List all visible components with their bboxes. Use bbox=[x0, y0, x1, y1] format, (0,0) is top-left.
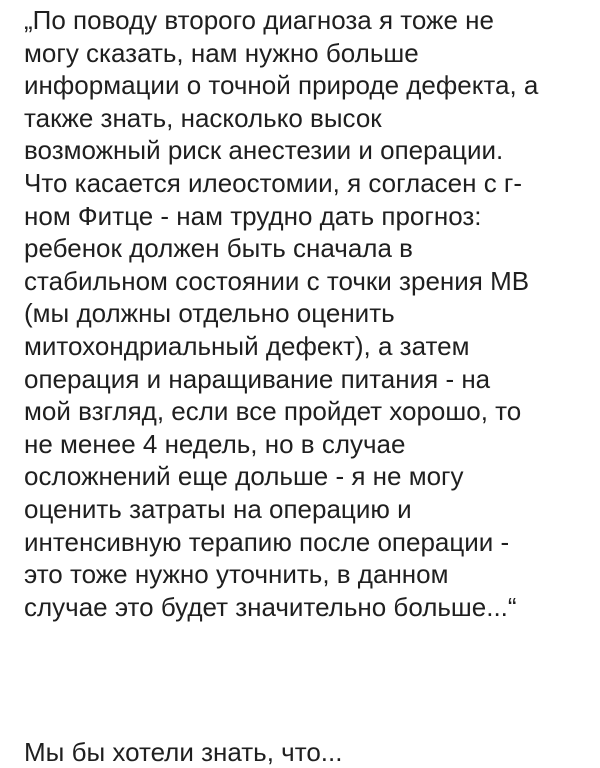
partial-next-line: Мы бы хотели знать, что... bbox=[24, 737, 343, 767]
message-line: ном Фитце - нам трудно дать прогноз: bbox=[24, 200, 482, 231]
message-line: „По поводу второго диагноза я тоже не bbox=[24, 5, 494, 35]
message-line: стабильном состоянии с точки зрения МВ bbox=[24, 265, 530, 296]
message-line: возможный риск анестезии и операции. bbox=[24, 135, 504, 166]
message-text bbox=[24, 4, 584, 623]
message-line: (мы должны отдельно оценить bbox=[24, 298, 395, 329]
message-line: митохондриальный дефект), а затем bbox=[24, 330, 470, 361]
message-line: операция и наращивание питания - на bbox=[24, 363, 491, 394]
message-line: могу сказать, нам нужно больше bbox=[24, 37, 419, 68]
message-line: интенсивную терапию после операции - bbox=[24, 526, 510, 557]
message-line: осложнений еще дольше - я не могу bbox=[24, 461, 464, 492]
message-line: случае это будет значительно больше...“ bbox=[24, 591, 517, 622]
message-line: Что касается илеостомии, я согласен с г- bbox=[24, 167, 523, 198]
message-line: также знать, насколько высок bbox=[24, 102, 382, 133]
message-line: не менее 4 недель, но в случае bbox=[24, 428, 406, 459]
message-line: мой взгляд, если все пройдет хорошо, то bbox=[24, 396, 522, 427]
message-line: информации о точной природе дефекта, а bbox=[24, 70, 539, 101]
message-line: оценить затраты на операцию и bbox=[24, 493, 412, 524]
message-line: это тоже нужно уточнить, в данном bbox=[24, 559, 449, 590]
message-line: ребенок должен быть сначала в bbox=[24, 233, 413, 264]
